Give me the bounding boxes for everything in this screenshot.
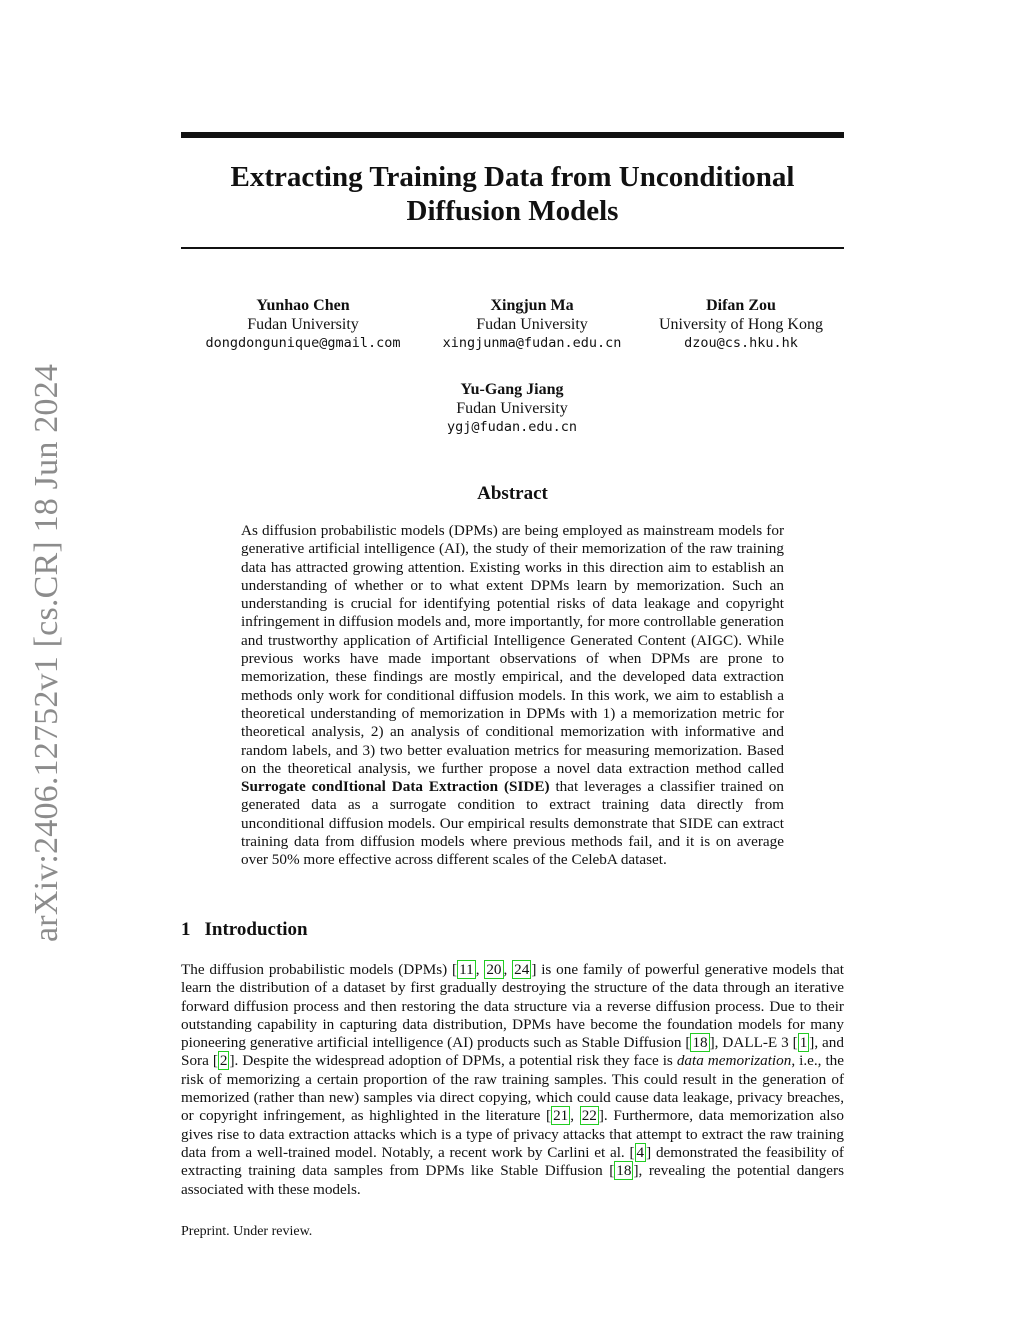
author-block [412,380,612,437]
citation-link[interactable]: 18 [692,1034,708,1052]
abstract-heading: Abstract [477,483,548,504]
author-name: Yunhao Chen [256,297,350,314]
footer-note: Preprint. Under review. [181,1224,313,1239]
author-block [203,296,403,353]
abstract-text: As diffusion probabilistic models (DPMs) are being employed as mainstream models for generative artificial intelligence (AI), the study of their memorization of the raw training data has attracted growing attention. Existing works in this direction aim to establish an understanding of whether or to what extent DPMs learn by memorization. Such an understanding is crucial for identifying potential risks of data leakage and copyright infringement in diffusion models and, more importantly, for more controllable generation and trustworthy application of Artificial Intelligence Generated Content (AIGC). While previous works have made important observations of when DPMs are prone to memorization, these findings are mostly empirical, and the developed data extraction methods only work for conditional diffusion models. In this work, we aim to establish a theoretical understanding of memorization in DPMs with 1) a memorization metric for theoretical analysis, 2) an analysis of conditional memorization with informative and random labels, and 3) two better evaluation metrics for measuring memorization. Based on the theoretical analysis, we further propose a novel data extraction method called Surrogate condItional Data Extraction (SIDE) that leverages a classifier trained on generated data as a surrogate condition to extract training data directly from unconditional diffusion models. Our empirical results demonstrate that SIDE can extract training data from diffusion models where previous methods fail, and it is on average over 50% more effective across different scales of the CelebA dataset. [241,522,784,869]
citation-link[interactable]: 18 [616,1162,632,1180]
citation-link[interactable]: 22 [581,1107,597,1125]
citation-link[interactable]: 4 [636,1143,645,1161]
introduction-paragraph: The diffusion probabilistic models (DPMs) [ 11 , 20 , 24 ] is one family of powerful generative models that learn the distribution of a dataset by first gradually destroying the structure of the data through an iterative forward diffusion process and then restoring the data structure via a reverse diffusion process. Due to their outstanding capability in capturing data distribution, DPMs have become the foundation models for many pioneering generative artificial intelligence (AI) products such as Stable Diffusion [ 18 ], DALL-E 3 [ 1 ], and Sora [ 2 ]. Despite the widespread adoption of DPMs, a potential risk they face is data memorization, i.e., the risk of memorizing a certain proportion of the raw training samples. This could result in the generation of memorized (rather than new) samples via direct copying, which could cause data leakage, privacy breaches, or copyright infringement, as highlighted in the literature [ 21 , 22 ]. Furthermore, data memorization also gives rise to data extraction attacks which is a type of privacy attacks that attempt to extract the raw training data from a well-trained model. Notably, a recent work by Carlini et al. [ 4 ] demonstrated the feasibility of extracting training data samples from DPMs like Stable Diffusion [ 18 ], revealing the potential dangers associated with these models. [181,961,845,1198]
citation-link[interactable]: 1 [799,1034,808,1052]
author-email[interactable]: xingjunma@fudan.edu.cn [442,335,622,351]
citation-link[interactable]: 20 [486,961,502,978]
method-name: Surrogate condItional Data Extraction (SIDE) [241,778,550,796]
author-affiliation: Fudan University [247,316,359,333]
paper-title: Extracting Training Data from Unconditional Diffusion Models [230,161,795,227]
author-affiliation: Fudan University [456,400,568,417]
author-name: Difan Zou [706,297,776,314]
author-email[interactable]: dzou@cs.hku.hk [684,335,798,351]
author-email[interactable]: dongdongunique@gmail.com [205,335,401,351]
citation-link[interactable]: 21 [553,1107,569,1125]
citation-link[interactable]: 11 [459,961,474,978]
section-number: 1 [181,919,191,940]
citation-link[interactable]: 2 [219,1052,228,1070]
title-bottom-rule [181,247,844,249]
citation-link[interactable]: 24 [514,961,530,978]
author-name: Yu-Gang Jiang [460,381,564,398]
title-top-rule [181,132,844,138]
emphasis: data memorization [676,1052,792,1070]
author-affiliation: Fudan University [476,316,588,333]
author-name: Xingjun Ma [490,297,574,314]
arxiv-identifier: arXiv:2406.12752v1 [cs.CR] 18 Jun 2024 [28,363,65,942]
author-affiliation: University of Hong Kong [659,316,823,333]
section-heading [181,919,308,941]
section-title: Introduction [204,919,308,940]
author-block [651,296,831,353]
author-block [422,296,642,353]
author-email[interactable]: ygj@fudan.edu.cn [446,419,578,435]
